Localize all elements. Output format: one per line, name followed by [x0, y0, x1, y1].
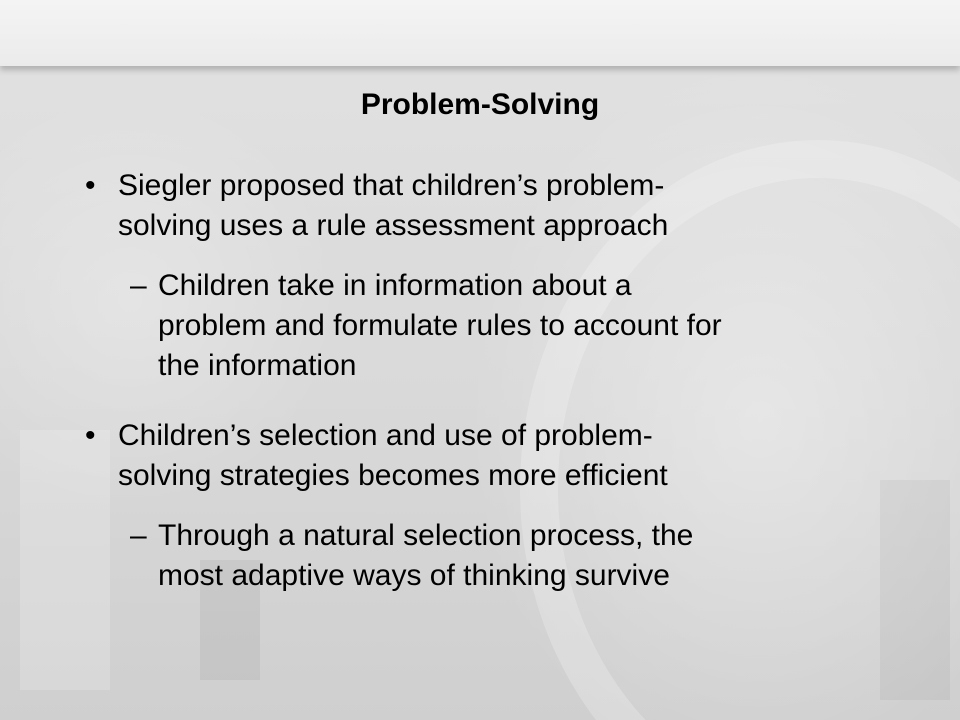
bullet-marker: •: [85, 419, 96, 452]
bullet-line: Siegler proposed that children’s problem-: [118, 169, 665, 202]
slide-title: Problem-Solving: [360, 88, 600, 121]
dash-marker: –: [130, 519, 147, 552]
sub-bullet-line: the information: [158, 349, 357, 382]
sub-bullet-line: Children take in information about a: [158, 269, 632, 302]
bullet-text: [118, 166, 668, 246]
sub-bullet-text: [158, 516, 693, 596]
dash-marker: –: [130, 269, 147, 302]
sub-bullet-line: Through a natural selection process, the: [158, 519, 694, 552]
sub-bullet-line: problem and formulate rules to account for: [158, 309, 722, 342]
bullet-marker: •: [85, 169, 96, 202]
sub-bullet-line: most adaptive ways of thinking survive: [158, 559, 670, 592]
sub-bullet-text: [158, 266, 722, 386]
bullet-text: [118, 416, 668, 496]
bullet-line: solving uses a rule assessment approach: [118, 209, 669, 242]
bullet-line: Children’s selection and use of problem-: [118, 419, 653, 452]
bullet-line: solving strategies becomes more efficient: [118, 459, 668, 492]
